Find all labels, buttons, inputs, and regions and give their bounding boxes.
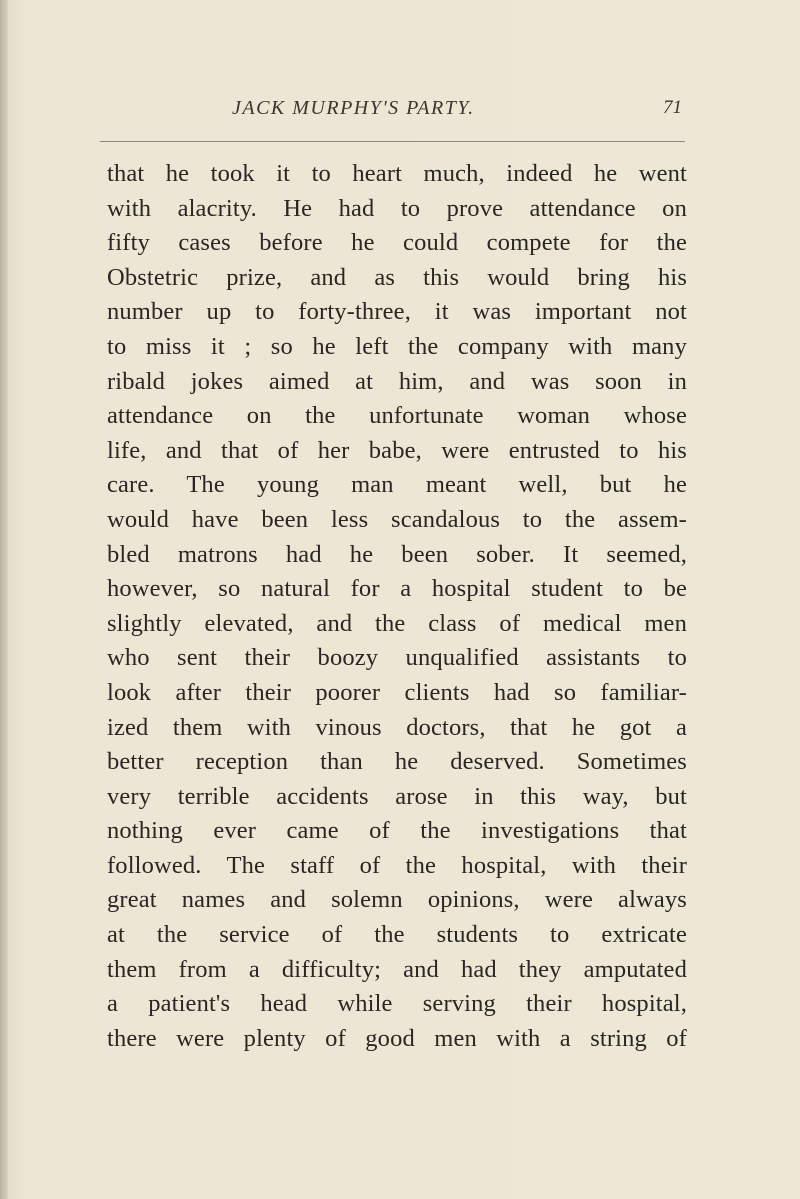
text-line: care. The young man meant well, but he — [107, 471, 687, 499]
text-line: life, and that of her babe, were entrusted to his — [107, 436, 687, 464]
text-line: however, so natural for a hospital student to be — [107, 575, 687, 603]
page-number: 71 — [663, 97, 682, 118]
text-line: there were plenty of good men with a string of — [107, 1024, 687, 1052]
text-line: ribald jokes aimed at him, and was soon in — [107, 367, 687, 395]
page-gutter-shadow — [0, 0, 8, 1199]
text-line: to miss it ; so he left the company with many — [107, 332, 687, 360]
text-line: number up to forty-three, it was important not — [107, 298, 687, 326]
body-text — [107, 157, 687, 1056]
text-line: them from a difficulty; and had they amputated — [107, 955, 687, 983]
text-line: attendance on the unfortunate woman whose — [107, 402, 687, 430]
text-line: at the service of the students to extricate — [107, 921, 687, 949]
text-line: with alacrity. He had to prove attendance on — [107, 194, 687, 222]
text-line: that he took it to heart much, indeed he went — [107, 160, 687, 187]
text-line: Obstetric prize, and as this would bring his — [107, 263, 687, 291]
text-line: nothing ever came of the investigations that — [107, 817, 687, 845]
text-line: followed. The staff of the hospital, with their — [107, 851, 687, 879]
text-line: a patient's head while serving their hospital, — [107, 990, 687, 1018]
text-line: bled matrons had he been sober. It seemed, — [107, 540, 687, 568]
header-rule — [100, 141, 685, 142]
text-line: would have been less scandalous to the assem- — [107, 505, 687, 533]
text-line: slightly elevated, and the class of medical men — [107, 609, 687, 637]
text-line: very terrible accidents arose in this way, but — [107, 782, 687, 810]
text-line: ized them with vinous doctors, that he got a — [107, 713, 687, 741]
text-line: who sent their boozy unqualified assistants to — [107, 644, 687, 672]
text-line: better reception than he deserved. Sometimes — [107, 748, 687, 776]
running-head: JACK MURPHY'S PARTY. — [232, 97, 475, 119]
text-line: look after their poorer clients had so familiar- — [107, 678, 687, 706]
text-line: great names and solemn opinions, were always — [107, 886, 687, 914]
text-line: fifty cases before he could compete for the — [107, 229, 687, 257]
